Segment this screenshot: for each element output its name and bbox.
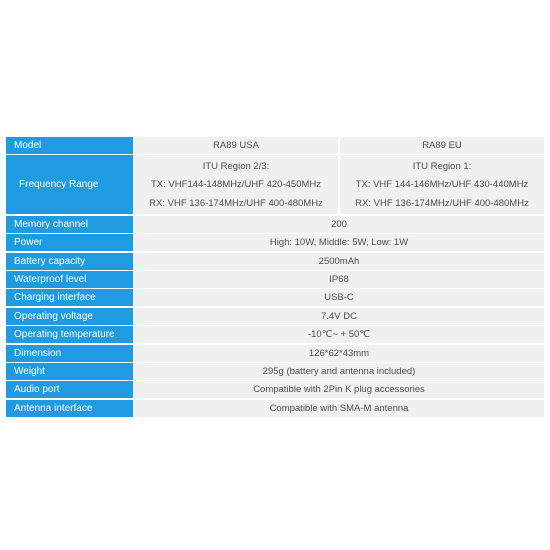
spec-label: Battery capacity [6,253,133,270]
frequency-usa-tx: TX: VHF144-148MHz/UHF 420-450MHz [151,179,321,191]
spec-value: -10℃~ + 50℃ [134,326,544,343]
spec-value: 126*62*43mm [134,345,544,362]
model-usa: RA89 USA [134,137,338,154]
spec-label: Operating temperature [6,326,133,343]
spec-label: Weight [6,363,133,380]
spec-row-dimension [6,345,544,362]
spec-value: Compatible with SMA-M antenna [134,400,544,417]
spec-value-split [134,155,544,214]
model-eu: RA89 EU [340,137,544,154]
frequency-usa-region: ITU Region 2/3: [202,160,270,172]
frequency-eu-tx: TX: VHF 144-146MHz/UHF 430-440MHz [355,179,529,191]
spec-label: Power [6,234,133,251]
spec-label: Operating voltage [6,308,133,325]
frequency-eu [340,155,544,214]
spec-row-battery-capacity [6,253,544,270]
spec-row-operating-voltage [6,308,544,325]
spec-value: 200 [134,216,544,233]
spec-row-memory-channel [6,216,544,233]
spec-table [6,137,544,418]
spec-label: Charging interface [6,289,133,306]
frequency-eu-rx: RX: VHF 136-174MHz/UHF 400-480MHz [355,198,529,210]
spec-row-operating-temperature [6,326,544,343]
spec-value: 295g (battery and antenna included) [134,363,544,380]
spec-row-frequency [6,155,544,214]
spec-row-model [6,137,544,154]
spec-row-power [6,234,544,251]
spec-value: IP68 [134,271,544,288]
spec-row-waterproof-level [6,271,544,288]
spec-label: Antenna interface [6,400,133,417]
spec-label: Audio port [6,381,133,398]
spec-row-antenna-interface [6,400,544,417]
spec-value-split [134,137,544,154]
spec-value: 7.4V DC [134,308,544,325]
spec-label: Memory channel [6,216,133,233]
spec-value: 2500mAh [134,253,544,270]
spec-label: Dimension [6,345,133,362]
spec-label: Frequency Range [6,155,133,214]
spec-label: Model [6,137,133,154]
spec-value: USB-C [134,289,544,306]
frequency-eu-region: ITU Region 1: [412,160,472,172]
spec-value: Compatible with 2Pin K plug accessories [134,381,544,398]
frequency-usa [134,155,338,214]
spec-row-weight [6,363,544,380]
spec-label: Waterproof level [6,271,133,288]
spec-row-audio-port [6,381,544,398]
spec-value: High: 10W, Middle: 5W, Low: 1W [134,234,544,251]
spec-row-charging-interface [6,289,544,306]
frequency-usa-rx: RX: VHF 136-174MHz/UHF 400-480MHz [149,198,323,210]
